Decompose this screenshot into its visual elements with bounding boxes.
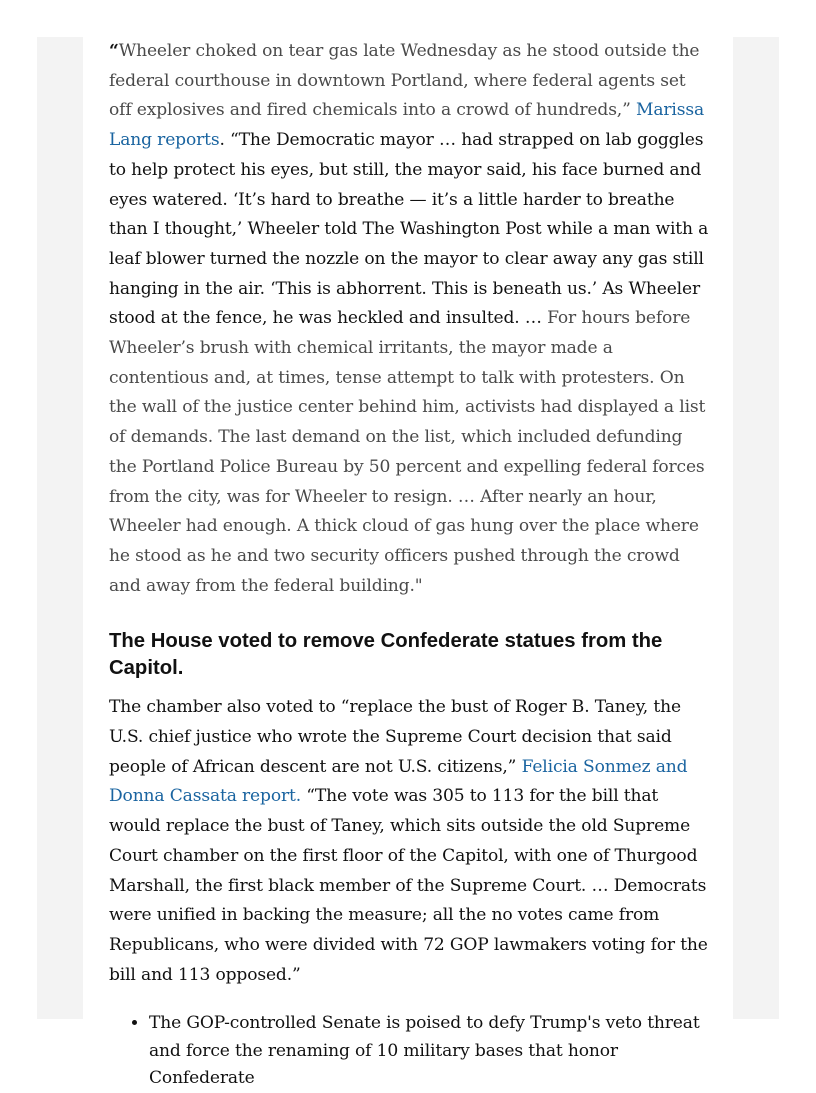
list-item: • The GOP-controlled Senate is poised to defy Trump's veto threat and force the renaming of 10 military bases that honor Confederate	[149, 1010, 709, 1093]
house-vote-paragraph	[109, 693, 709, 990]
open-quote-mark: “	[109, 41, 119, 61]
quote-text-1: Wheeler choked on tear gas late Wednesday as he stood outside the federal courthouse in downtown Portland, where federal agents set off explosives and fired chemicals into a crowd of hundreds,”	[109, 41, 700, 121]
right-margin-panel	[733, 37, 779, 1019]
house-vote-text-1: The chamber also voted to “replace the bust of Roger B. Taney, the U.S. chief justice who wrote the Supreme Court decision that said people of African descent are not U.S. citizens,”	[109, 697, 681, 777]
sonmez-cassata-link[interactable]: Felicia Sonmez and Donna Cassata report.	[109, 756, 688, 807]
marissa-lang-link[interactable]: Marissa Lang reports	[109, 100, 704, 151]
wheeler-quote-paragraph	[109, 37, 709, 601]
bullet-list	[109, 1010, 709, 1093]
quote-text-2: . “The Democratic mayor … had strapped on lab goggles to help protect his eyes, but still, the mayor said, his face burned and eyes watered. ‘It’s hard to breathe — it’s a little harder to breathe than I thought,’ Wheeler told The Washington Post while a man with a leaf blower turned the nozzle on the mayor to clear away any gas still hanging in the air. ‘This is abhorrent. This is beneath us.’ As Wheeler stood at the fence, he was heckled and insulted. …	[109, 130, 709, 329]
house-vote-text-2: “The vote was 305 to 113 for the bill that would replace the bust of Taney, which sits outside the old Supreme Court chamber on the first floor of the Capitol, with one of Thurgood Marshall, the first black member of the Supreme Court. … Democrats were unified in backing the measure; all the no votes came from Republicans, who were divided with 72 GOP lawmakers voting for the bill and 113 opposed.”	[109, 786, 708, 985]
quote-text-3: For hours before Wheeler’s brush with chemical irritants, the mayor made a contentious and, at times, tense attempt to talk with protesters. On the wall of the justice center behind him, activists had displayed a list of demands. The last demand on the list, which included defunding the Portland Police Bureau by 50 percent and expelling federal forces from the city, was for Wheeler to resign. … After nearly an hour, Wheeler had enough. A thick cloud of gas hung over the place where he stood as he and two security officers pushed through the crowd and away from the federal building."	[109, 308, 706, 596]
confederate-statues-heading: The House voted to remove Confederate statues from the Capitol.	[109, 630, 663, 680]
left-margin-panel	[37, 37, 83, 1019]
article-body	[109, 37, 709, 1093]
